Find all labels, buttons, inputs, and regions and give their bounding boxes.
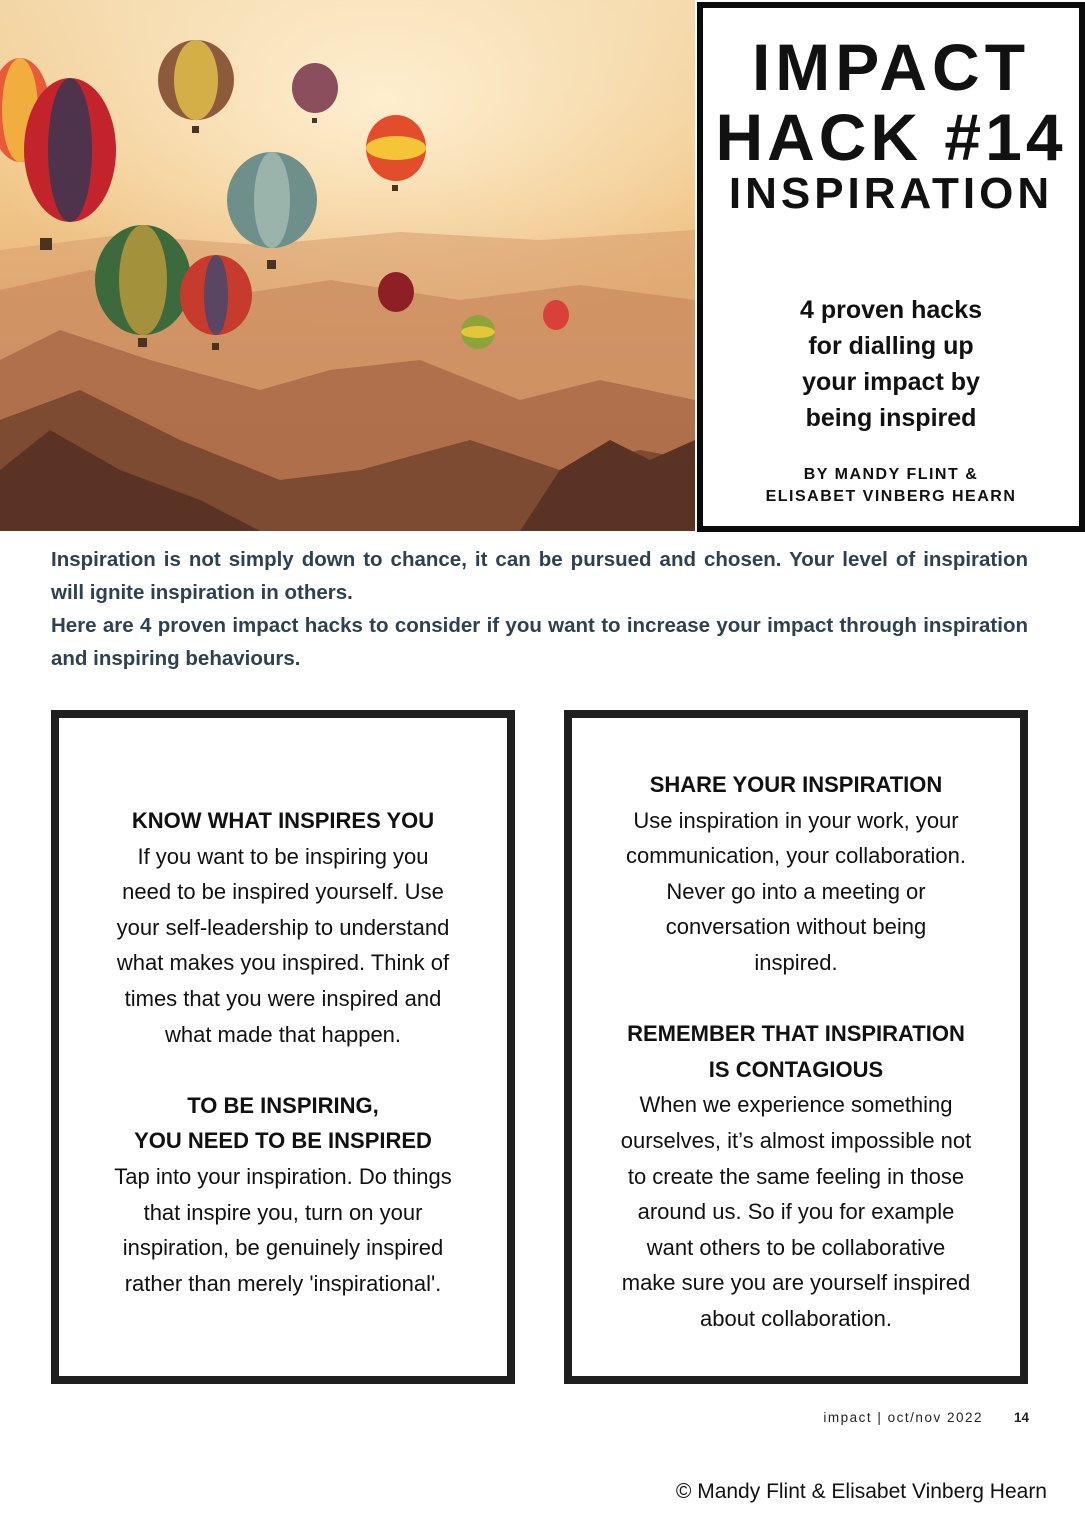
title-line-inspiration: INSPIRATION [728, 169, 1054, 218]
byline-line: ELISABET VINBERG HEARN [765, 488, 1017, 505]
card-line: what makes you inspired. Think of [116, 950, 450, 976]
card-heading: REMEMBER THAT INSPIRATION [627, 1021, 965, 1047]
card-heading: TO BE INSPIRING, [187, 1092, 379, 1118]
subtitle-line: your impact by [802, 368, 980, 396]
card-line: around us. So if you for example [637, 1199, 955, 1225]
card-line: your self-leadership to understand [116, 914, 450, 940]
card-line: conversation without being [665, 914, 927, 940]
card-line: If you want to be inspiring you [137, 843, 429, 869]
card-line: need to be inspired yourself. Use [122, 879, 444, 905]
balloons-illustration [0, 0, 695, 531]
card-line: that inspire you, turn on your [143, 1199, 423, 1225]
title-box [697, 2, 1085, 532]
card-line: Use inspiration in your work, your [633, 807, 959, 833]
subtitle-line: 4 proven hacks [799, 296, 983, 324]
page-number: 14 [1014, 1410, 1030, 1425]
card-line: communication, your collaboration. [626, 843, 966, 869]
card-heading: KNOW WHAT INSPIRES YOU [131, 808, 435, 833]
card-line: Tap into your inspiration. Do things [114, 1163, 452, 1189]
card-line: inspiration, be genuinely inspired [122, 1235, 444, 1261]
subtitle-line: for dialling up [808, 332, 974, 360]
card-line: Never go into a meeting or [666, 878, 926, 904]
subtitle-line: being inspired [805, 404, 977, 432]
card-line: When we experience something [639, 1092, 953, 1118]
subtitle [703, 292, 1079, 436]
right-card [564, 710, 1028, 1384]
intro-paragraph: Inspiration is not simply down to chance, it can be pursued and chosen. Your level of inspiration will ignite inspiration in others. [51, 548, 1028, 604]
card-heading: SHARE YOUR INSPIRATION [649, 772, 943, 797]
left-card [51, 710, 515, 1384]
card-line: make sure you are yourself inspired [621, 1270, 971, 1296]
copyright-notice: © Mandy Flint & Elisabet Vinberg Hearn [675, 1480, 1047, 1503]
card-line: to create the same feeling in those [627, 1163, 965, 1189]
byline [703, 464, 1079, 508]
card-line: inspired. [754, 949, 838, 975]
card-heading: YOU NEED TO BE INSPIRED [134, 1128, 432, 1154]
card-line: want others to be collaborative [646, 1234, 946, 1260]
title-line-impact: IMPACT [751, 30, 1031, 104]
hero-image [0, 0, 695, 531]
publication-footer: impact | oct/nov 2022 [823, 1410, 983, 1425]
title-line-hack: HACK #14 [715, 100, 1067, 174]
intro-text [51, 543, 1028, 675]
card-line: what made that happen. [164, 1021, 402, 1047]
byline-line: BY MANDY FLINT & [803, 466, 979, 483]
card-line: about collaboration. [699, 1305, 893, 1331]
card-line: ourselves, it’s almost impossible not [620, 1127, 972, 1153]
card-heading: IS CONTAGIOUS [708, 1056, 884, 1082]
intro-paragraph: Here are 4 proven impact hacks to consider if you want to increase your impact through inspiration and inspiring behaviours. [51, 614, 1028, 670]
card-line: times that you were inspired and [124, 985, 442, 1011]
card-line: rather than merely 'inspirational'. [124, 1270, 442, 1296]
